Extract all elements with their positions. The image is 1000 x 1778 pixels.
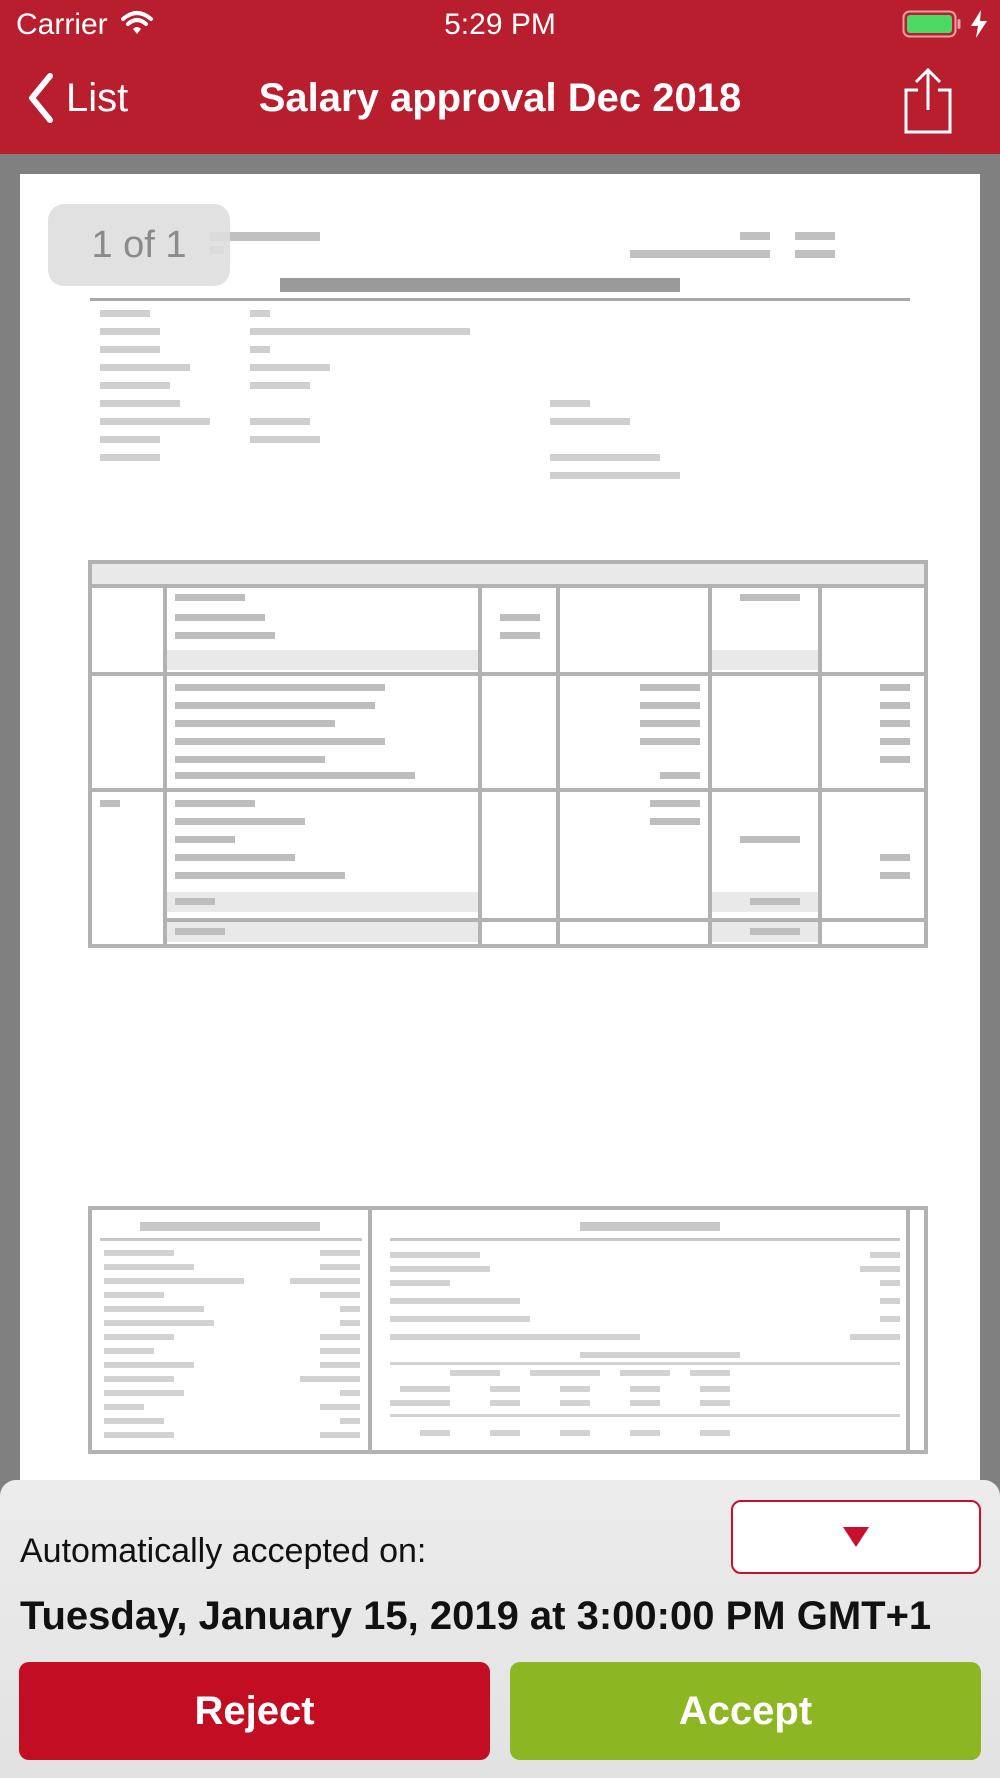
approval-panel <box>0 1480 1000 1778</box>
triangle-down-icon <box>841 1525 871 1549</box>
share-button[interactable] <box>900 66 956 141</box>
share-icon <box>900 66 956 136</box>
document-page <box>20 174 980 1494</box>
app-header <box>0 0 1000 154</box>
back-label: List <box>66 75 129 120</box>
page-title: Salary approval Dec 2018 <box>258 76 742 120</box>
expand-details-button[interactable] <box>731 1500 981 1574</box>
document-blurred-content <box>20 174 980 1494</box>
reject-button[interactable]: Reject <box>19 1662 490 1760</box>
auto-accept-date: Tuesday, January 15, 2019 at 3:00:00 PM GMT+1 <box>20 1594 932 1638</box>
charging-icon <box>968 9 990 39</box>
carrier-label: Carrier <box>16 8 108 41</box>
battery-icon <box>902 10 962 38</box>
status-time: 5:29 PM <box>444 8 556 41</box>
auto-accept-label: Automatically accepted on: <box>20 1532 427 1570</box>
page-indicator: 1 of 1 <box>48 204 230 286</box>
document-viewer[interactable] <box>0 154 1000 1480</box>
navigation-bar <box>0 62 1000 142</box>
status-bar <box>0 0 1000 50</box>
accept-button[interactable]: Accept <box>510 1662 981 1760</box>
